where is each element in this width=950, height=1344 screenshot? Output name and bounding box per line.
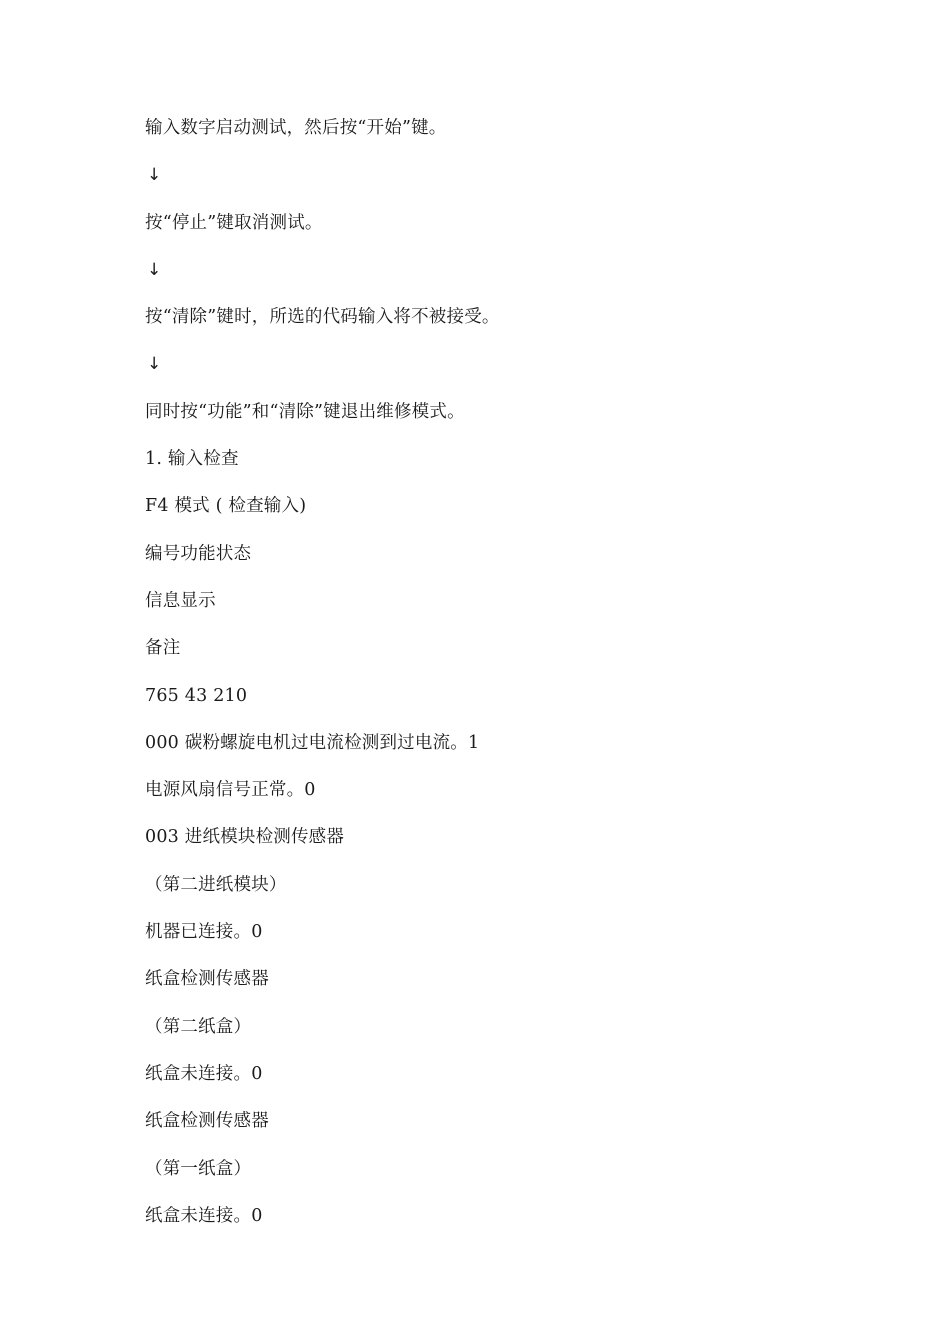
entry-cassette-1-not-connected: 纸盒未连接。0 — [145, 1205, 263, 1226]
instruction-cancel-test: 按“停止”键取消测试。 — [145, 212, 323, 233]
mode-title: F4 模式 ( 检查输入) — [145, 496, 307, 517]
entry-cassette-2-not-connected: 纸盒未连接。0 — [145, 1063, 263, 1084]
column-header-info-display: 信息显示 — [145, 590, 216, 611]
entry-000-toner-motor: 000 碳粉螺旋电机过电流检测到过电流。1 — [145, 732, 480, 753]
column-header-remarks: 备注 — [145, 638, 181, 659]
entry-003-second-feed-module: （第二进纸模块） — [145, 874, 287, 895]
instruction-exit-service-mode: 同时按“功能”和“清除”键退出维修模式。 — [145, 401, 465, 422]
document-body — [145, 114, 865, 1249]
column-header-number-function-status: 编号功能状态 — [145, 543, 252, 564]
down-arrow-icon: ↓ — [147, 354, 162, 375]
section-heading-input-check: 1. 输入检查 — [145, 449, 239, 470]
entry-second-cassette: （第二纸盒） — [145, 1016, 252, 1037]
entry-000-power-fan: 电源风扇信号正常。0 — [145, 780, 316, 801]
down-arrow-icon: ↓ — [147, 259, 162, 280]
entry-cassette-sensor-2: 纸盒检测传感器 — [145, 969, 269, 990]
entry-003-feed-module-sensor: 003 进纸模块检测传感器 — [145, 827, 345, 848]
down-arrow-icon: ↓ — [147, 165, 162, 186]
entry-003-machine-connected: 机器已连接。0 — [145, 922, 263, 943]
entry-first-cassette: （第一纸盒） — [145, 1158, 252, 1179]
instruction-clear-key: 按“清除”键时，所选的代码输入将不被接受。 — [145, 307, 500, 328]
entry-cassette-sensor-1: 纸盒检测传感器 — [145, 1111, 269, 1132]
bit-positions: 765 43 210 — [145, 685, 248, 706]
instruction-start-test: 输入数字启动测试，然后按“开始”键。 — [145, 118, 447, 138]
